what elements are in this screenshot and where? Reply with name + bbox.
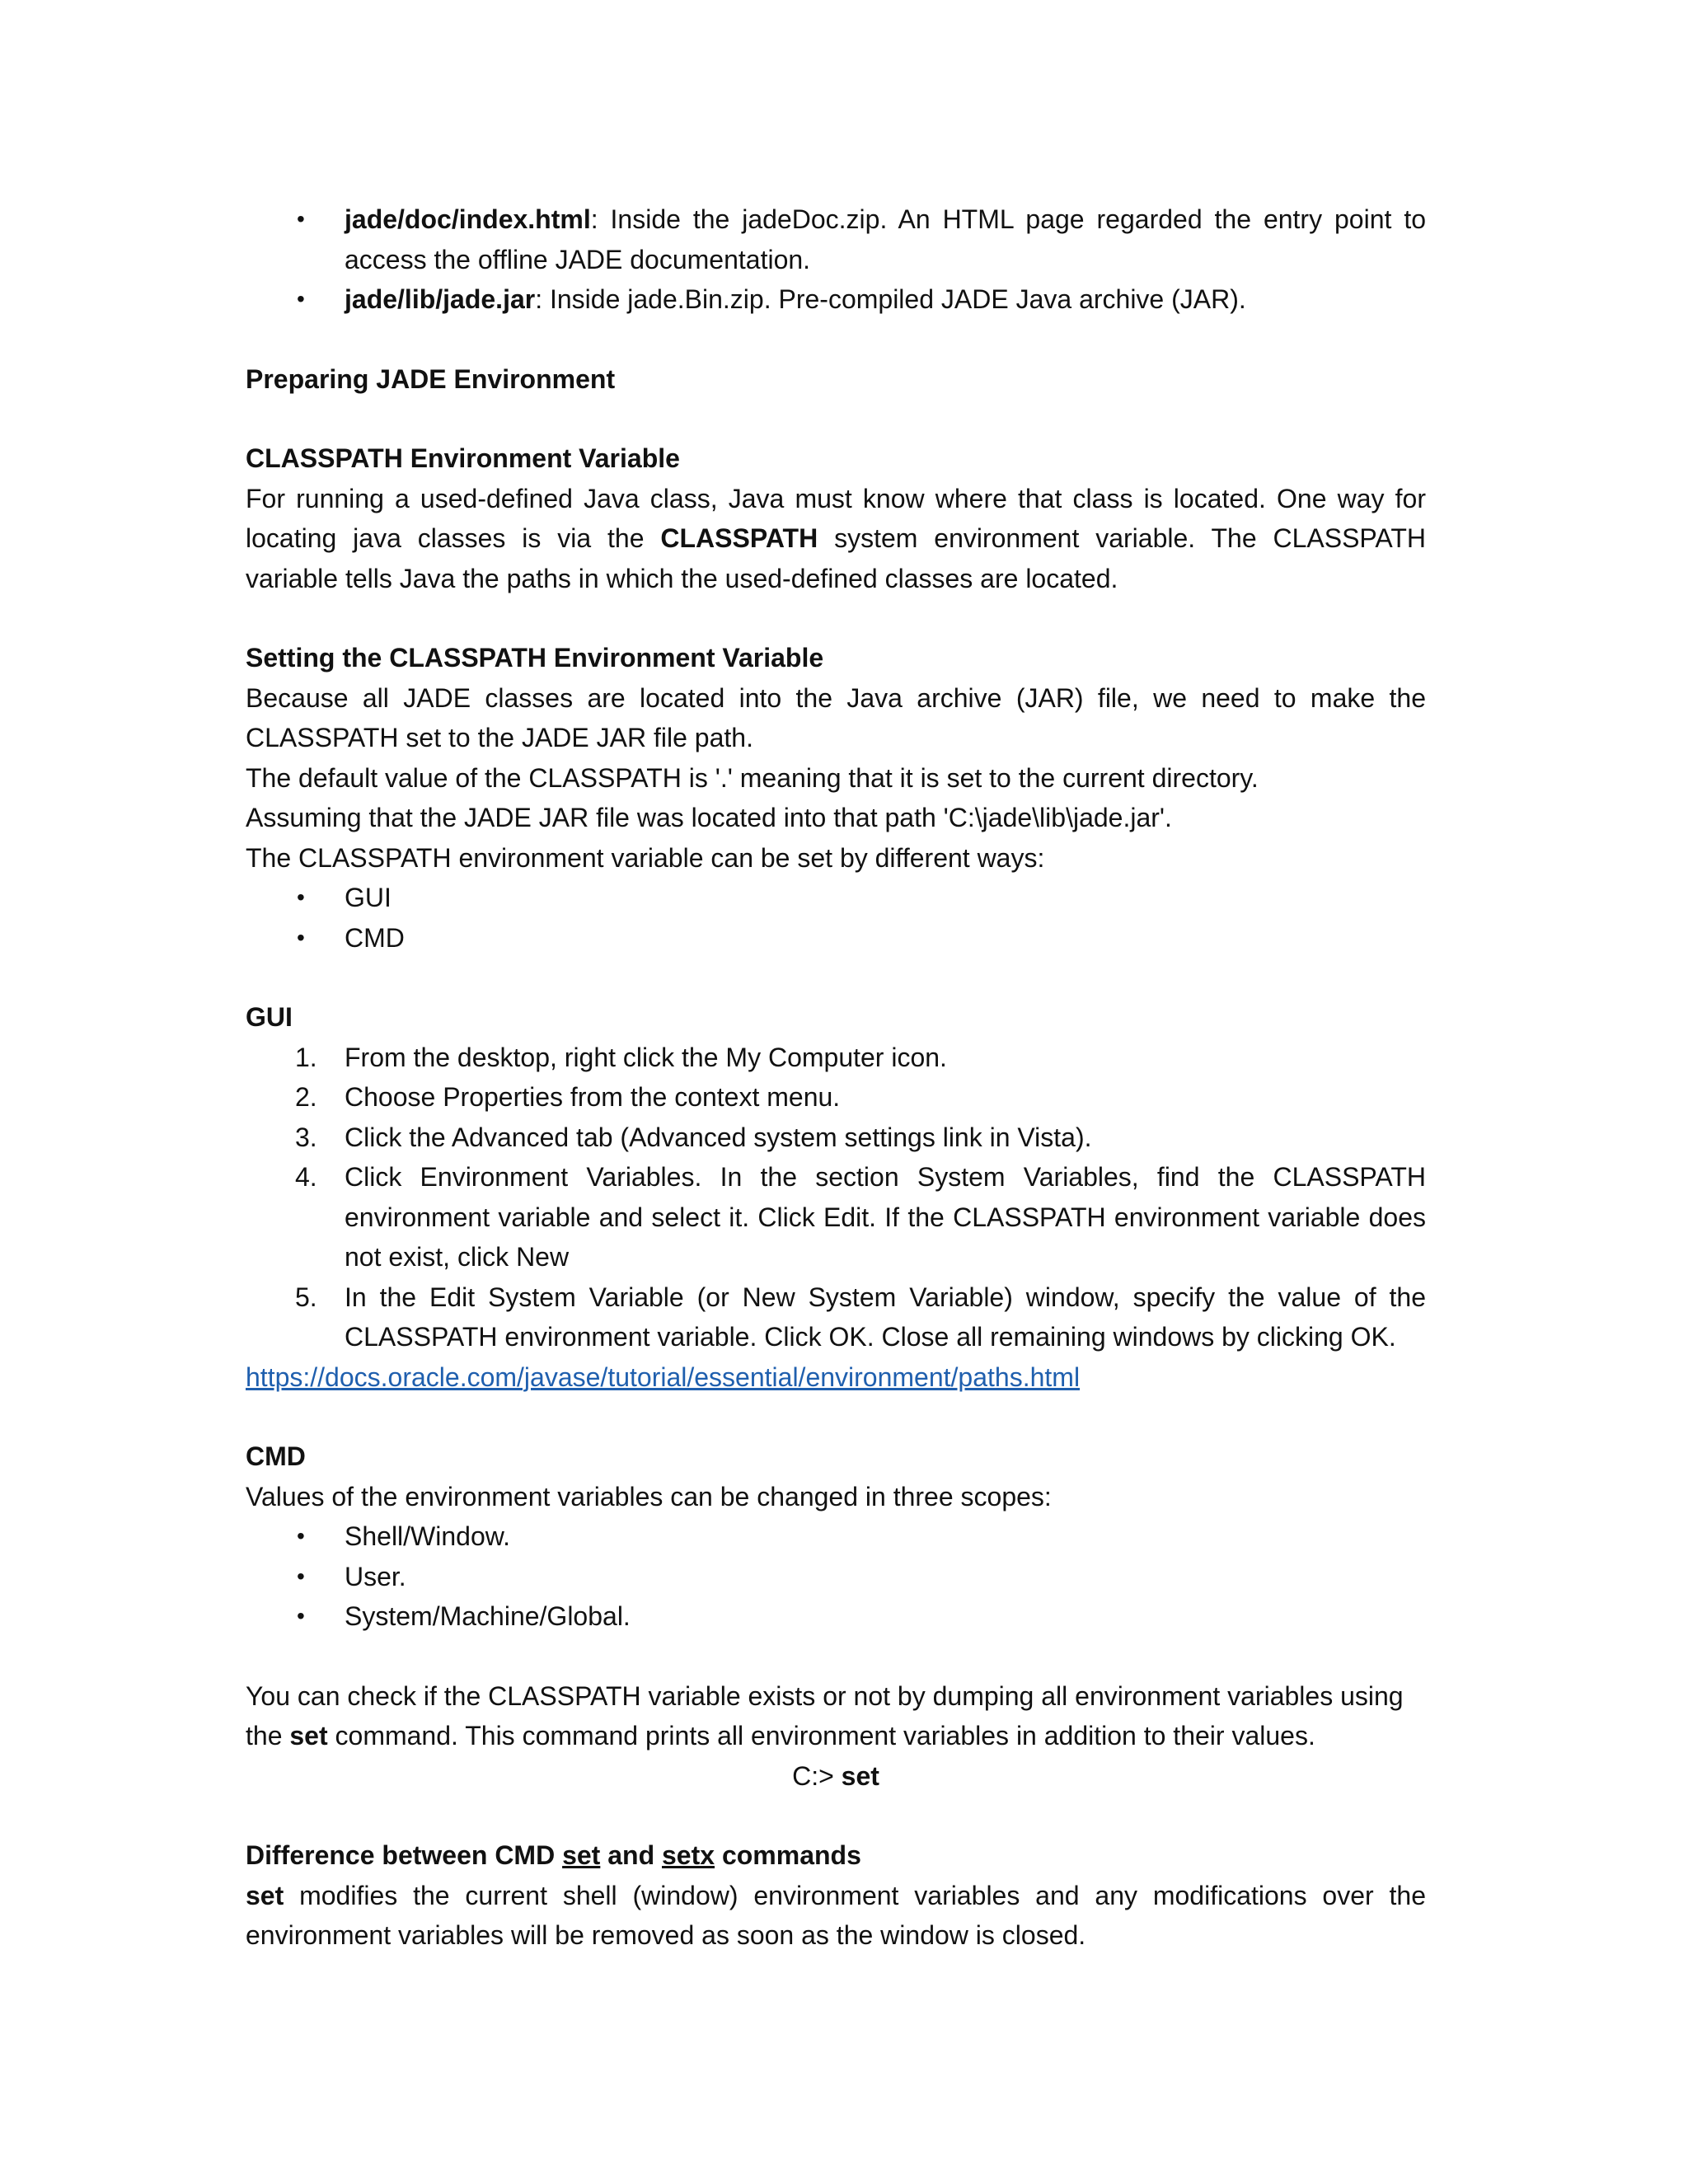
- setting-paragraph: The CLASSPATH environment variable can be set by different ways:: [246, 842, 1045, 873]
- preparing-heading: Preparing JADE Environment: [246, 363, 616, 394]
- setting-heading: Setting the CLASSPATH Environment Variable: [246, 643, 824, 673]
- step-number: 4.: [295, 1162, 317, 1192]
- list-item: [246, 279, 1426, 320]
- scopes-list: [246, 1516, 1426, 1637]
- step-number: 1.: [295, 1042, 317, 1072]
- list-item: 1. From the desktop, right click the My Computer icon.: [246, 1038, 1426, 1078]
- set-paragraph: set modifies the current shell (window) environment variables and any modifications over the environment variables will be removed as soon as the window is closed.: [246, 1880, 1426, 1950]
- classpath-heading: CLASSPATH Environment Variable: [246, 443, 680, 473]
- intro-file-list: [246, 199, 1426, 320]
- command-example: C:> set: [792, 1760, 879, 1791]
- list-item: • User.: [246, 1557, 1426, 1597]
- gui-heading: GUI: [246, 1002, 293, 1032]
- cmd-heading: CMD: [246, 1441, 306, 1471]
- list-item: • System/Machine/Global.: [246, 1596, 1426, 1637]
- setting-paragraph: The default value of the CLASSPATH is '.' meaning that it is set to the current directory.: [246, 762, 1259, 793]
- list-item: 2. Choose Properties from the context menu.: [246, 1077, 1426, 1118]
- setting-paragraph: Assuming that the JADE JAR file was located into that path 'C:\jade\lib\jade.jar'.: [246, 803, 1172, 832]
- step-number: 5.: [295, 1282, 317, 1312]
- step-number: 3.: [295, 1122, 317, 1152]
- list-item: • Shell/Window.: [246, 1516, 1426, 1557]
- gui-steps-list: [246, 1038, 1426, 1357]
- ways-list: [246, 878, 1426, 958]
- cmd-intro: Values of the environment variables can be changed in three scopes:: [246, 1481, 1052, 1511]
- check-paragraph: You can check if the CLASSPATH variable exists or not by dumping all environment variables using the set command. This command prints all environment variables in addition to their values.: [246, 1680, 1404, 1750]
- bullet-icon: •: [297, 1603, 305, 1629]
- list-item: • GUI: [246, 878, 1426, 918]
- list-item: [246, 199, 1426, 279]
- list-item: 3. Click the Advanced tab (Advanced system settings link in Vista).: [246, 1118, 1426, 1158]
- classpath-paragraph: For running a used-defined Java class, Java must know where that class is located. One way for locating java classes is via the CLASSPATH system environment variable. The CLASSPATH variable tells Java the paths in which the used-defined classes are located.: [246, 483, 1427, 593]
- bullet-icon: •: [297, 1563, 305, 1589]
- list-item: 5. In the Edit System Variable (or New System Variable) window, specify the value of the CLASSPATH environment variable. Click OK. Close all remaining windows by clicking OK.: [246, 1277, 1426, 1357]
- bullet-icon: •: [297, 884, 305, 910]
- list-item: 4. Click Environment Variables. In the section System Variables, find the CLASSPATH environment variable and select it. Click Edit. If the CLASSPATH environment variable does not exist, click New: [246, 1157, 1426, 1277]
- file-path: jade/doc/index.html: [345, 204, 591, 234]
- difference-heading: Difference between CMD set and setx commands: [246, 1840, 861, 1870]
- bullet-icon: •: [297, 286, 305, 312]
- step-number: 2.: [295, 1082, 317, 1112]
- bullet-icon: •: [297, 206, 305, 232]
- file-path: jade/lib/jade.jar: [345, 284, 536, 314]
- file-description: : Inside jade.Bin.zip. Pre-compiled JADE Java archive (JAR).: [535, 284, 1246, 314]
- list-item: • CMD: [246, 918, 1426, 958]
- file-description: : Inside the jadeDoc.zip. An HTML page regarded the entry point to access the offline JADE documentation.: [345, 204, 1426, 274]
- setting-paragraph: Because all JADE classes are located into the Java archive (JAR) file, we need to make the CLASSPATH set to the JADE JAR file path.: [246, 682, 1426, 752]
- bullet-icon: •: [297, 924, 305, 950]
- oracle-paths-link[interactable]: https://docs.oracle.com/javase/tutorial/essential/environment/paths.html: [246, 1361, 1081, 1392]
- document-page: [246, 199, 1426, 1956]
- bullet-icon: •: [297, 1523, 305, 1549]
